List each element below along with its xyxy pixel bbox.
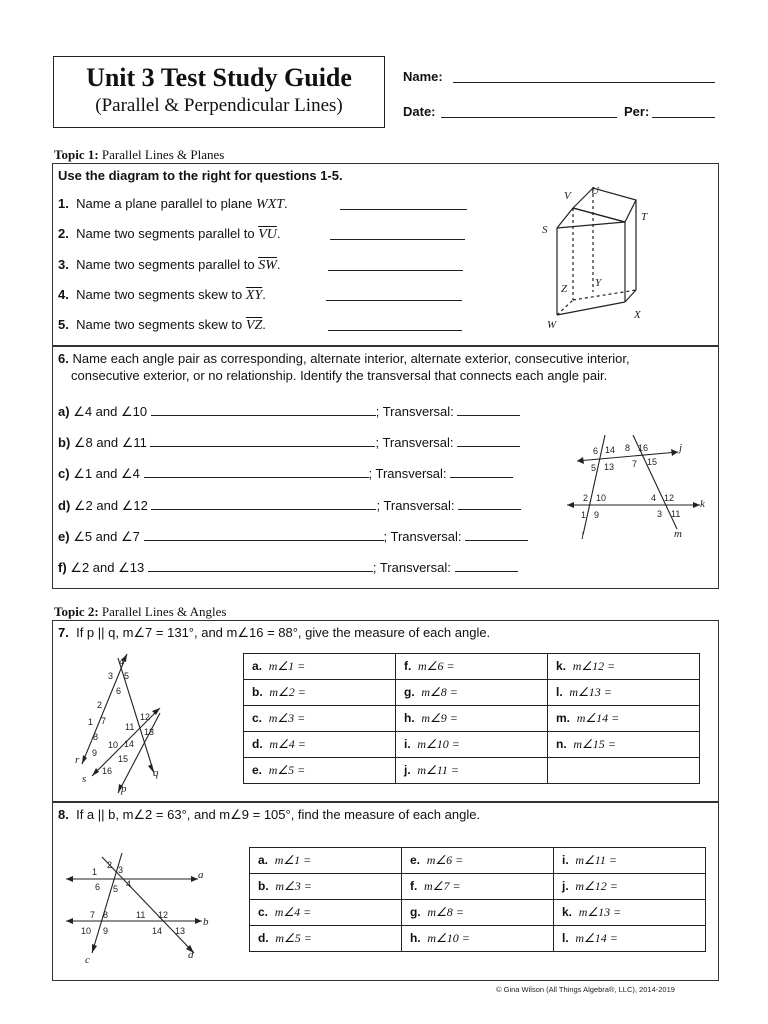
topic1-title: Parallel Lines & Planes xyxy=(101,147,225,162)
angle-answer-cell[interactable]: m. m∠14 = xyxy=(548,706,700,732)
q8-angle-10: 10 xyxy=(81,926,92,936)
topic1-instruction: Use the diagram to the right for questions 1-5. xyxy=(58,168,343,183)
q7-angle-4: 4 xyxy=(119,657,125,667)
angle-answer-cell[interactable]: c. m∠4 = xyxy=(250,900,402,926)
table-row xyxy=(250,926,706,952)
question-6-prompt: 6. Name each angle pair as corresponding, alternate interior, alternate exterior, consecutive interior, consecutive exterior, or no relationship. Identify the transversal that connects each angle pair. xyxy=(58,351,630,383)
line-p-label: p xyxy=(121,783,127,795)
relationship-field[interactable] xyxy=(151,497,376,510)
line-k-label: k xyxy=(700,498,705,510)
angle-3-label: 3 xyxy=(657,509,663,519)
title-box xyxy=(53,56,385,128)
angle-answer-cell[interactable]: d. m∠4 = xyxy=(244,732,396,758)
line-s-label: s xyxy=(82,773,87,785)
q7-angle-12: 12 xyxy=(140,712,151,722)
copyright-notice: © Gina Wilson (All Things Algebra®, LLC), 2014-2019 xyxy=(496,985,675,994)
table-row xyxy=(244,732,700,758)
angle-answer-cell[interactable]: g. m∠8 = xyxy=(402,900,554,926)
q8-angle-5: 5 xyxy=(113,884,119,894)
line-d-label: d xyxy=(188,949,194,961)
question-4: 4. Name two segments skew to $\overline{XY}$. xyxy=(58,287,266,303)
q8-angle-6: 6 xyxy=(95,882,101,892)
relationship-field[interactable] xyxy=(144,465,369,478)
question-8-table xyxy=(249,847,706,952)
angle-9-label: 9 xyxy=(594,510,600,520)
q8-angle-11: 11 xyxy=(136,910,146,920)
q7-angle-2: 2 xyxy=(97,700,103,710)
angle-answer-cell[interactable]: d. m∠5 = xyxy=(250,926,402,952)
question-7-prompt: 7. If p || q, m∠7 = 131°, and m∠16 = 88°, give the measure of each angle. xyxy=(58,625,491,640)
table-row xyxy=(244,706,700,732)
q8-angle-13: 13 xyxy=(175,926,186,936)
angle-16-label: 16 xyxy=(638,443,649,453)
answer-2-field[interactable] xyxy=(330,227,465,240)
angle-6-label: 6 xyxy=(593,446,599,456)
line-q-label: q xyxy=(153,767,159,779)
q8-angle-1: 1 xyxy=(92,867,98,877)
angle-13-label: 13 xyxy=(604,462,615,472)
line-l-label: l xyxy=(581,530,585,542)
line-m-label: m xyxy=(674,528,682,540)
q8-angle-9: 9 xyxy=(103,926,109,936)
table-row xyxy=(250,900,706,926)
q7-angle-14: 14 xyxy=(124,739,135,749)
date-field[interactable] xyxy=(441,103,617,118)
q7-angle-7: 7 xyxy=(101,716,107,726)
q8-angle-7: 7 xyxy=(90,910,96,920)
angle-answer-cell[interactable]: b. m∠2 = xyxy=(244,680,396,706)
date-label: Date: xyxy=(403,104,436,119)
angle-answer-cell[interactable]: k. m∠13 = xyxy=(554,900,706,926)
angle-answer-cell[interactable]: c. m∠3 = xyxy=(244,706,396,732)
question-1: 1. Name a plane parallel to plane WXT. xyxy=(58,196,288,212)
q7-angle-15: 15 xyxy=(118,754,129,764)
angle-answer-cell[interactable]: h. m∠9 = xyxy=(396,706,548,732)
angle-14-label: 14 xyxy=(605,445,616,455)
question-8-prompt: 8. If a || b, m∠2 = 63°, and m∠9 = 105°, find the measure of each angle. xyxy=(58,807,481,822)
q7-angle-3: 3 xyxy=(108,671,114,681)
answer-4-field[interactable] xyxy=(326,288,462,301)
prism-label-T: T xyxy=(641,211,648,223)
name-field[interactable] xyxy=(453,68,715,83)
q8-angle-8: 8 xyxy=(103,910,109,920)
q7-angle-6: 6 xyxy=(116,686,122,696)
topic2-title: Parallel Lines & Angles xyxy=(101,604,227,619)
transversal-field[interactable] xyxy=(455,559,518,572)
q8-angle-2: 2 xyxy=(107,860,113,870)
q7-angle-11: 11 xyxy=(125,722,135,732)
angle-2-label: 2 xyxy=(583,493,589,503)
angle-answer-cell[interactable]: f. m∠7 = xyxy=(402,874,554,900)
question-6-item: a) ∠4 and ∠10 ; Transversal: xyxy=(58,403,520,420)
angle-15-label: 15 xyxy=(647,457,658,467)
angle-answer-cell[interactable]: a. m∠1 = xyxy=(250,848,402,874)
question-6-item: c) ∠1 and ∠4 ; Transversal: xyxy=(58,465,513,482)
q8-angle-14: 14 xyxy=(152,926,163,936)
question-6-item: f) ∠2 and ∠13 ; Transversal: xyxy=(58,559,518,576)
angle-answer-cell[interactable]: f. m∠6 = xyxy=(396,654,548,680)
angle-answer-cell[interactable]: e. m∠5 = xyxy=(244,758,396,784)
angle-7-label: 7 xyxy=(632,459,638,469)
line-a-label: a xyxy=(198,869,204,881)
q7-angle-8: 8 xyxy=(93,732,99,742)
angle-answer-cell[interactable]: k. m∠12 = xyxy=(548,654,700,680)
question-5: 5. Name two segments skew to $\overline{VZ}$. xyxy=(58,317,266,333)
line-b-label: b xyxy=(203,916,209,928)
table-row xyxy=(244,654,700,680)
angle-12-label: 12 xyxy=(664,493,675,503)
q8-angle-3: 3 xyxy=(118,865,124,875)
q7-angle-16: 16 xyxy=(102,766,113,776)
table-row xyxy=(244,758,700,784)
relationship-field[interactable] xyxy=(144,528,384,541)
question-8-diagram xyxy=(60,845,220,970)
angle-answer-cell[interactable]: j. m∠11 = xyxy=(396,758,548,784)
prism-label-V: V xyxy=(564,190,571,202)
transversal-diagram xyxy=(560,433,710,548)
transversal-field[interactable] xyxy=(458,497,521,510)
prism-label-S: S xyxy=(542,224,548,236)
period-label: Per: xyxy=(624,104,650,119)
q7-angle-1: 1 xyxy=(88,717,94,727)
question-6-item: d) ∠2 and ∠12 ; Transversal: xyxy=(58,497,521,514)
angle-answer-cell[interactable]: b. m∠3 = xyxy=(250,874,402,900)
topic2-heading xyxy=(54,604,226,620)
table-row xyxy=(250,848,706,874)
question-7-diagram xyxy=(72,648,172,798)
answer-5-field[interactable] xyxy=(328,318,462,331)
page-title: Unit 3 Test Study Guide xyxy=(86,63,352,92)
angle-answer-cell[interactable]: a. m∠1 = xyxy=(244,654,396,680)
q7-angle-10: 10 xyxy=(108,740,119,750)
period-field[interactable] xyxy=(652,103,715,118)
prism-label-Y: Y xyxy=(595,277,602,289)
prism-label-U: U xyxy=(591,185,599,197)
relationship-field[interactable] xyxy=(148,559,373,572)
angle-5-label: 5 xyxy=(591,463,597,473)
q8-angle-12: 12 xyxy=(158,910,169,920)
table-row xyxy=(250,874,706,900)
angle-answer-cell[interactable]: n. m∠15 = xyxy=(548,732,700,758)
angle-answer-cell[interactable] xyxy=(548,758,700,784)
question-7-table xyxy=(243,653,700,784)
angle-11-label: 11 xyxy=(671,509,681,519)
question-6-item: e) ∠5 and ∠7 ; Transversal: xyxy=(58,528,528,545)
transversal-field[interactable] xyxy=(465,528,528,541)
angle-answer-cell[interactable]: l. m∠14 = xyxy=(554,926,706,952)
line-r-label: r xyxy=(75,754,80,766)
angle-1-label: 1 xyxy=(581,510,587,520)
q7-angle-13: 13 xyxy=(144,727,155,737)
angle-answer-cell[interactable]: i. m∠10 = xyxy=(396,732,548,758)
topic1-heading xyxy=(54,147,224,163)
question-3: 3. Name two segments parallel to $\overline{SW}$. xyxy=(58,257,281,273)
relationship-field[interactable] xyxy=(151,403,376,416)
question-2: 2. Name two segments parallel to $\overline{VU}$. xyxy=(58,226,281,242)
topic1-number: Topic 1: xyxy=(54,147,99,162)
page-subtitle: (Parallel & Perpendicular Lines) xyxy=(95,95,343,116)
q7-angle-5: 5 xyxy=(124,671,130,681)
name-label: Name: xyxy=(403,69,443,84)
q7-angle-9: 9 xyxy=(92,748,98,758)
prism-label-X: X xyxy=(634,309,641,321)
q8-angle-4: 4 xyxy=(126,879,132,889)
transversal-field[interactable] xyxy=(450,465,513,478)
transversal-field[interactable] xyxy=(457,434,520,447)
angle-answer-cell[interactable]: h. m∠10 = xyxy=(402,926,554,952)
prism-label-W: W xyxy=(547,319,557,331)
angle-answer-cell[interactable]: e. m∠6 = xyxy=(402,848,554,874)
question-6-item: b) ∠8 and ∠11 ; Transversal: xyxy=(58,434,520,451)
answer-1-field[interactable] xyxy=(340,197,467,210)
angle-answer-cell[interactable]: i. m∠11 = xyxy=(554,848,706,874)
line-c-label: c xyxy=(85,954,90,966)
angle-10-label: 10 xyxy=(596,493,607,503)
angle-answer-cell[interactable]: j. m∠12 = xyxy=(554,874,706,900)
prism-label-Z: Z xyxy=(561,283,568,295)
answer-3-field[interactable] xyxy=(328,258,463,271)
topic2-number: Topic 2: xyxy=(54,604,99,619)
table-row xyxy=(244,680,700,706)
angle-answer-cell[interactable]: g. m∠8 = xyxy=(396,680,548,706)
angle-answer-cell[interactable]: l. m∠13 = xyxy=(548,680,700,706)
relationship-field[interactable] xyxy=(150,434,375,447)
transversal-field[interactable] xyxy=(457,403,520,416)
angle-8-label: 8 xyxy=(625,443,631,453)
prism-diagram xyxy=(535,180,675,335)
line-j-label: j xyxy=(679,442,683,454)
angle-4-label: 4 xyxy=(651,493,657,503)
